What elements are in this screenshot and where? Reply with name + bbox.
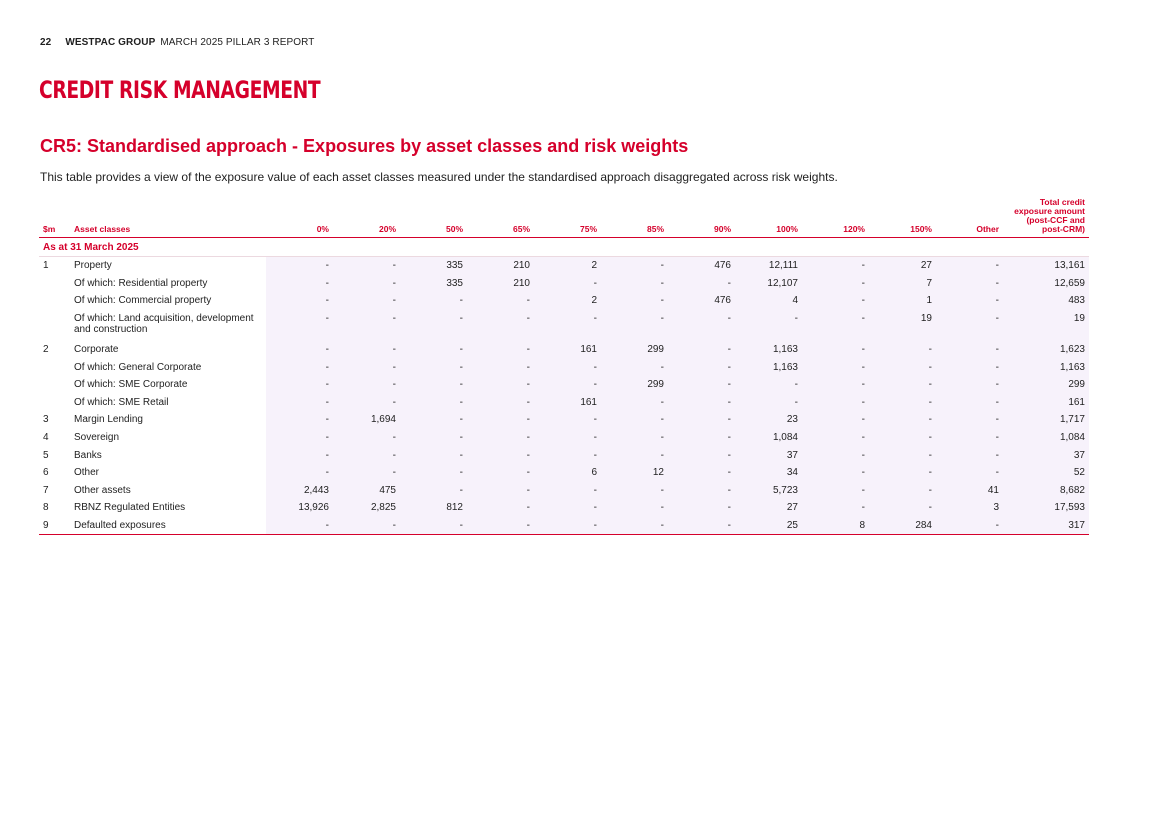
row-label: Of which: General Corporate [74,361,202,373]
cell-value: - [467,310,534,341]
row-label: Of which: Land acquisition, development and construction [74,312,254,335]
cell-value: - [266,411,333,429]
row-label: RBNZ Regulated Entities [74,502,186,514]
cell-value: - [467,292,534,310]
col-header-rw-65: 65% [467,198,534,238]
cell-value: - [936,394,1003,412]
cell-value: 299 [1003,376,1089,394]
cell-value: - [936,464,1003,482]
row-label: Of which: SME Corporate [74,379,188,391]
cell-value: - [333,310,400,341]
cell-value: - [266,358,333,376]
row-label: Defaulted exposures [70,517,266,535]
cell-value: - [333,517,400,535]
cell-value: - [467,446,534,464]
cell-value: - [467,376,534,394]
cell-value: 161 [1003,394,1089,412]
cell-value: - [534,429,601,447]
cell-value: - [266,257,333,275]
cell-value: 1 [869,292,936,310]
col-header-rw-120: 120% [802,198,869,238]
cell-value: 52 [1003,464,1089,482]
cell-value: - [534,376,601,394]
cell-value: 27 [735,499,802,517]
cell-value: - [467,411,534,429]
cell-value: 2 [534,292,601,310]
cell-value: - [668,275,735,293]
cell-value: - [266,341,333,359]
row-number: 5 [43,449,49,461]
col-header-rw-100: 100% [735,198,802,238]
cell-value: - [869,358,936,376]
cell-value: - [534,411,601,429]
cell-value: - [400,411,467,429]
cell-value: 25 [735,517,802,535]
cell-value: - [534,358,601,376]
page-header [40,37,314,48]
cell-value: - [333,292,400,310]
row-label: Other [74,467,100,479]
row-label: Of which: Commercial property [74,295,212,307]
cell-value: 37 [1003,446,1089,464]
period-label: As at 31 March 2025 [39,238,1089,257]
row-number [39,275,70,293]
cell-value: - [601,429,668,447]
cell-value: - [802,446,869,464]
table-row [39,376,1089,394]
cell-value: - [400,341,467,359]
cell-value: - [601,275,668,293]
cell-value: - [467,499,534,517]
row-number [39,358,70,376]
cell-value: 13,926 [266,499,333,517]
cell-value: - [936,275,1003,293]
intro-text: This table provides a view of the exposure value of each asset classes measured under the standardised approach disaggregated across risk weights. [40,170,838,184]
cell-value: - [869,446,936,464]
cell-value: 5,723 [735,482,802,500]
cell-value: 317 [1003,517,1089,535]
cell-value: - [936,517,1003,535]
table-row [39,482,1089,500]
cell-value: 12 [601,464,668,482]
col-header-rw-0: 0% [266,198,333,238]
row-number: 4 [43,432,49,444]
cell-value: 17,593 [1003,499,1089,517]
cell-value: 2,825 [333,499,400,517]
table-row [39,358,1089,376]
cell-value: - [668,464,735,482]
cell-value: - [668,429,735,447]
cell-value: - [668,358,735,376]
cell-value: - [869,482,936,500]
cell-value: 4 [735,292,802,310]
cell-value: 284 [869,517,936,535]
table-title: CR5: Standardised approach - Exposures by asset classes and risk weights [40,136,689,156]
cell-value: - [802,292,869,310]
cell-value: 1,084 [735,429,802,447]
cell-value: - [936,446,1003,464]
table-header-row [39,198,1089,238]
cell-value: - [266,464,333,482]
row-number: 2 [43,344,49,356]
row-number [39,310,70,341]
cell-value: - [802,429,869,447]
cell-value: 27 [869,257,936,275]
table-row [39,310,1089,341]
cell-value: - [266,446,333,464]
table-row [39,292,1089,310]
cell-value: - [668,310,735,341]
cell-value: - [601,394,668,412]
cell-value: 12,659 [1003,275,1089,293]
cell-value: - [668,341,735,359]
cell-value: - [400,446,467,464]
col-header-units: $m [39,198,70,238]
cell-value: - [467,429,534,447]
cell-value: 41 [936,482,1003,500]
cell-value: - [534,482,601,500]
cell-value: - [333,464,400,482]
cell-value: - [668,499,735,517]
cell-value: - [936,358,1003,376]
cell-value: - [668,376,735,394]
col-header-rw-75: 75% [534,198,601,238]
cell-value: 12,111 [735,257,802,275]
row-label: Of which: SME Retail [74,396,169,408]
cell-value: - [467,482,534,500]
cell-value: - [266,275,333,293]
cell-value: - [400,358,467,376]
cell-value: 1,163 [735,341,802,359]
cell-value: 13,161 [1003,257,1089,275]
cell-value: - [601,446,668,464]
cell-value: - [936,411,1003,429]
cell-value: 2 [534,257,601,275]
cell-value: - [601,310,668,341]
cell-value: - [601,257,668,275]
cell-value: 1,163 [735,358,802,376]
cell-value: - [802,464,869,482]
cell-value: 475 [333,482,400,500]
cell-value: 483 [1003,292,1089,310]
cell-value: 34 [735,464,802,482]
cell-value: 1,717 [1003,411,1089,429]
cell-value: - [601,499,668,517]
table-row [39,341,1089,359]
table-row [39,429,1089,447]
cell-value: - [802,257,869,275]
cell-value: - [735,394,802,412]
cell-value: - [668,411,735,429]
cell-value: - [869,464,936,482]
cell-value: - [333,429,400,447]
cell-value: 812 [400,499,467,517]
row-number: 3 [43,414,49,426]
cell-value: - [333,257,400,275]
cell-value: - [266,394,333,412]
cell-value: - [869,376,936,394]
row-label: Corporate [74,344,119,356]
cell-value: - [400,292,467,310]
cell-value: - [869,394,936,412]
brand-name: WESTPAC GROUP [65,37,156,48]
cell-value: - [400,482,467,500]
cell-value: - [467,341,534,359]
cell-value: - [400,429,467,447]
cell-value: - [936,429,1003,447]
cell-value: - [601,411,668,429]
col-header-total: Total credit exposure amount (post-CCF and post-CRM) [1003,198,1089,238]
table-row [39,499,1089,517]
cell-value: 1,084 [1003,429,1089,447]
col-header-rw-150: 150% [869,198,936,238]
row-label: Sovereign [74,432,120,444]
cell-value: 8,682 [1003,482,1089,500]
row-number [39,376,70,394]
cell-value: - [400,464,467,482]
cell-value: 335 [400,275,467,293]
cell-value: - [802,275,869,293]
cell-value: 7 [869,275,936,293]
cell-value: 1,623 [1003,341,1089,359]
cell-value: - [802,310,869,341]
cell-value: 476 [668,257,735,275]
cell-value: - [601,292,668,310]
cell-value: - [869,499,936,517]
cell-value: 3 [936,499,1003,517]
cell-value: - [869,429,936,447]
cell-value: - [936,310,1003,341]
cell-value: 12,107 [735,275,802,293]
cr5-table [39,198,1089,535]
cell-value: 8 [802,517,869,535]
cell-value: - [400,517,467,535]
col-header-rw-20: 20% [333,198,400,238]
cell-value: - [802,376,869,394]
cell-value: - [266,292,333,310]
cell-value: - [802,358,869,376]
cell-value: 335 [400,257,467,275]
col-header-asset-classes: Asset classes [70,198,266,238]
cell-value: - [534,310,601,341]
cell-value: 476 [668,292,735,310]
cell-value: - [869,411,936,429]
cell-value: - [802,394,869,412]
row-label: Property [74,260,112,272]
cell-value: - [936,376,1003,394]
cell-value: - [333,341,400,359]
cell-value: - [467,394,534,412]
cell-value: 37 [735,446,802,464]
cell-value: - [534,275,601,293]
cell-value: - [467,517,534,535]
table-row [39,411,1089,429]
table-row [39,394,1089,412]
row-number: 7 [43,484,49,496]
row-label: Banks [74,449,102,461]
cell-value: - [601,482,668,500]
row-number: 1 [43,260,49,272]
cell-value: - [668,482,735,500]
cell-value: - [936,341,1003,359]
cell-value: - [936,292,1003,310]
col-header-other: Other [936,198,1003,238]
cell-value: 210 [467,275,534,293]
table-row [39,257,1089,275]
col-header-rw-90: 90% [668,198,735,238]
cell-value: - [266,310,333,341]
table-row [39,275,1089,293]
period-row [39,238,1089,257]
cell-value: 19 [869,310,936,341]
page-number: 22 [40,37,52,48]
cell-value: 6 [534,464,601,482]
row-number [39,292,70,310]
cell-value: - [266,429,333,447]
cell-value: 299 [601,376,668,394]
cell-value: - [534,517,601,535]
cell-value: - [601,358,668,376]
cell-value: 1,694 [333,411,400,429]
row-number: 8 [43,502,49,514]
cell-value: - [400,376,467,394]
col-header-rw-50: 50% [400,198,467,238]
row-label: Of which: Residential property [74,277,208,289]
cell-value: - [735,376,802,394]
cell-value: - [400,310,467,341]
cell-value: - [266,517,333,535]
cell-value: - [467,358,534,376]
cell-value: - [601,517,668,535]
table-row [39,517,1089,535]
row-number: 6 [43,467,49,479]
cell-value: - [668,446,735,464]
report-name: MARCH 2025 PILLAR 3 REPORT [160,37,315,48]
cell-value: 19 [1003,310,1089,341]
cell-value: - [735,310,802,341]
cell-value: - [534,499,601,517]
cell-value: 161 [534,341,601,359]
cell-value: - [668,394,735,412]
cell-value: - [400,394,467,412]
cell-value: - [802,341,869,359]
cell-value: - [333,394,400,412]
col-header-rw-85: 85% [601,198,668,238]
cell-value: - [333,376,400,394]
cell-value: - [869,341,936,359]
row-number: 9 [39,517,70,535]
cell-value: 1,163 [1003,358,1089,376]
cell-value: 299 [601,341,668,359]
cell-value: - [333,358,400,376]
cell-value: 161 [534,394,601,412]
row-label: Margin Lending [74,414,143,426]
cell-value: 23 [735,411,802,429]
cell-value: 210 [467,257,534,275]
cell-value: - [802,482,869,500]
cell-value: - [802,411,869,429]
cell-value: - [534,446,601,464]
cell-value: - [802,499,869,517]
cell-value: - [936,257,1003,275]
table-row [39,446,1089,464]
cell-value: - [668,517,735,535]
cell-value: - [333,446,400,464]
row-number [39,394,70,412]
cell-value: 2,443 [266,482,333,500]
cell-value: - [467,464,534,482]
cell-value: - [266,376,333,394]
table-row [39,464,1089,482]
cell-value: - [333,275,400,293]
row-label: Other assets [74,484,131,496]
section-title: CREDIT RISK MANAGEMENT [39,76,321,104]
